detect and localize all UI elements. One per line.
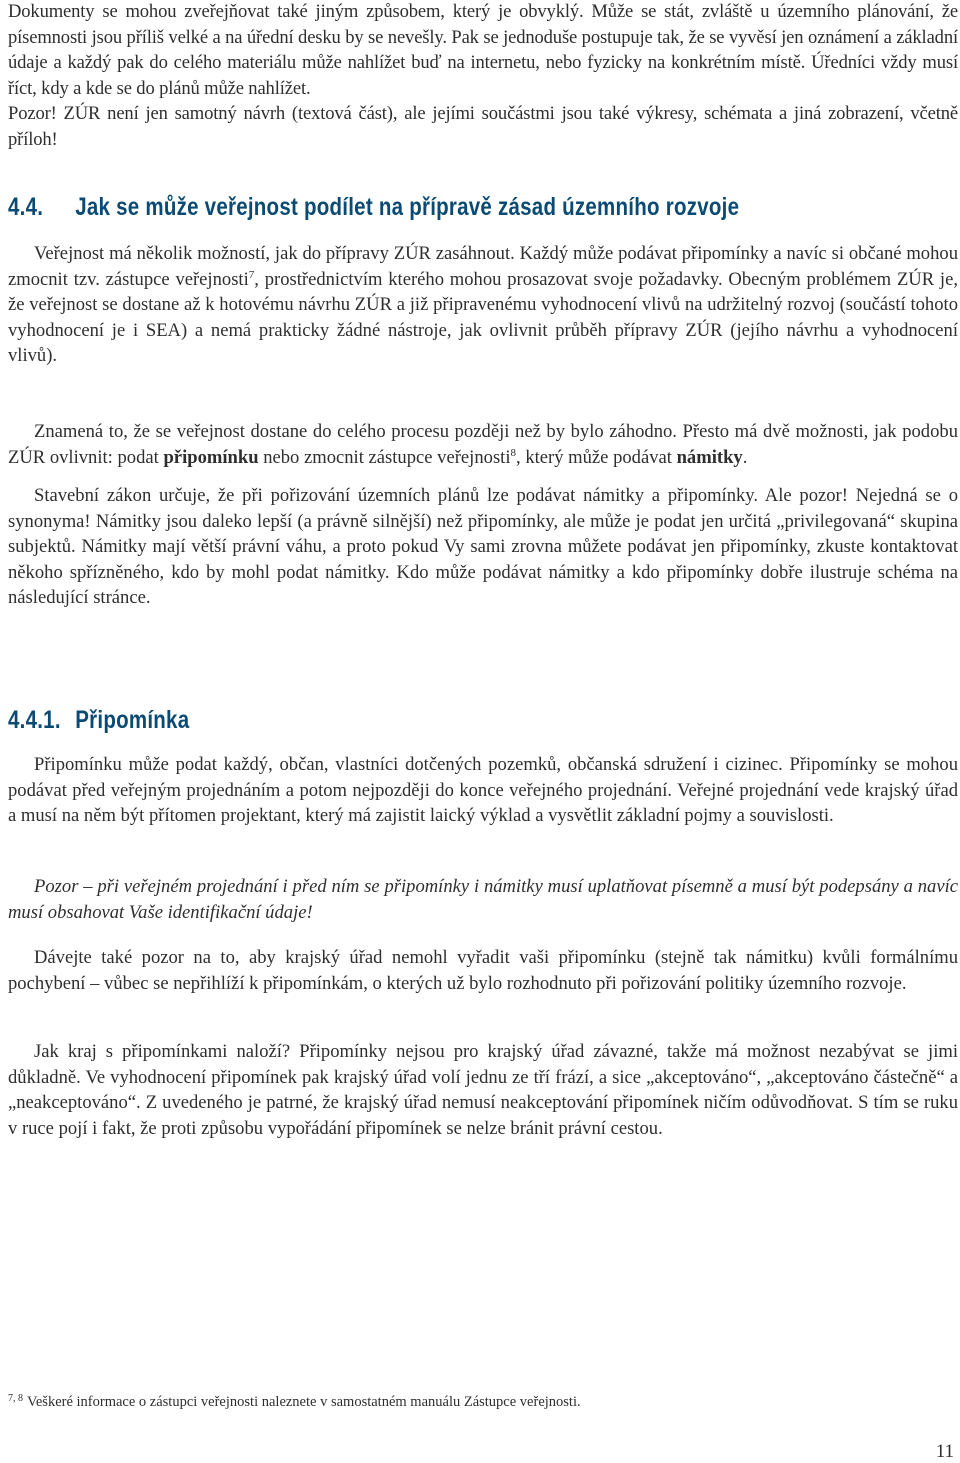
footnote-ref-8: 8 xyxy=(510,446,517,459)
text-run: Veřejnost má několik možností, jak do přípravy ZÚR zasáhnout. Každý může podávat připomínky a navíc si občané mohou zmocnit tzv. zástupce veřejnosti xyxy=(8,243,958,290)
subsection-title: Připomínka xyxy=(75,706,190,734)
warning-paragraph: Pozor – při veřejném projednání i před ním se připomínky i námitky musí uplatňovat písemně a musí být podepsány a navíc musí obsahovat Vaše identifikační údaje! xyxy=(8,876,958,923)
warning-text: Pozor! ZÚR není jen samotný návrh (textová část), ale jejími součástmi jsou také výkresy, schémata a jiná zobrazení, včetně příloh! xyxy=(8,103,958,150)
intro-paragraph xyxy=(8,0,958,153)
text-run: nebo zmocnit zástupce veřejnosti xyxy=(258,446,511,468)
section-number: 4.4. xyxy=(8,193,44,221)
text-run: . xyxy=(742,446,748,468)
footnote-marker: 7, 8 xyxy=(8,1393,23,1404)
text-run: , prostřednictvím kterého mohou prosazovat svoje požadavky. Obecným problémem ZÚR je, že veřejnost se dostane až k hotovému návrhu ZÚR a již připravenému vyhodnocení vlivů na udržitelný rozvoj (součástí tohoto vyhodnocení je i SEA) a nemá prakticky žádné nástroje, jak ovlivnit průběh přípravy ZÚR (jejího návrhu a vyhodnocení vlivů). xyxy=(8,268,958,367)
subsection-heading xyxy=(8,706,189,735)
footnote-text: Veškeré informace o zástupci veřejnosti naleznete v samostatném manuálu Zástupce veřejnosti. xyxy=(27,1394,581,1410)
section-paragraph-3: Stavební zákon určuje, že při pořizování územních plánů lze podávat námitky a připomínky. Ale pozor! Nejedná se o synonyma! Námitky jsou daleko lepší (a právně silnější) než připomínky, ale může je podat jen určitá „privilegovaná“ skupina subjektů. Námitky mají větší právní váhu, a proto pokud Vy sami zrovna můžete podávat jen připomínky, zkuste kontaktovat někoho spřízněného, kdo by mohl podat námitky. Kdo může podávat námitky a kdo připomínky dobře ilustruje schéma na následující stránce. xyxy=(8,485,958,609)
subsection-paragraph-1: Připomínku může podat každý, občan, vlastníci dotčených pozemků, občanská sdružení i cizinec. Připomínky se mohou podávat před veřejným projednáním a potom nejpozději do konce veřejného projednání. Veřejné projednání vede krajský úřad a musí na něm být přítomen projektant, který má zajistit laický výklad a vysvětlit základní pojmy a souvislosti. xyxy=(8,754,958,827)
section-heading xyxy=(8,193,739,222)
page-number: 11 xyxy=(935,1441,954,1462)
section-title: Jak se může veřejnost podílet na přípravě zásad územního rozvoje xyxy=(75,193,740,221)
text-run: Znamená to, že se veřejnost dostane do celého procesu později než by bylo záhodno. Přesto má dvě možnosti, jak podobu ZÚR ovlivnit: podat xyxy=(8,421,958,468)
text-run: , který může podávat xyxy=(516,446,677,468)
footnote-ref-7: 7 xyxy=(248,268,255,281)
bold-term-namitky: námitky xyxy=(676,446,743,468)
subsection-number: 4.4.1. xyxy=(8,706,61,734)
section-paragraph-1 xyxy=(8,241,958,369)
intro-text: Dokumenty se mohou zveřejňovat také jiným způsobem, který je obvyklý. Může se stát, zvláště u územního plánování, že písemnosti jsou příliš velké a na úřední desku by se nevešly. Pak se jednoduše postupuje tak, že se vyvěsí jen oznámení a základní údaje a každý pak do celého materiálu může nahlížet buď na internetu, nebo fyzicky na konkrétním místě. Úředníci vždy musí říct, kdy a kde se do plánů může nahlížet. xyxy=(8,1,958,99)
subsection-paragraph-3: Dávejte také pozor na to, aby krajský úřad nemohl vyřadit vaši připomínku (stejně tak námitku) kvůli formálnímu pochybení – vůbec se nepřihlíží k připomínkám, o kterých už bylo rozhodnuto při pořizování politiky územního rozvoje. xyxy=(8,947,958,994)
section-paragraph-2 xyxy=(8,419,958,470)
subsection-paragraph-4: Jak kraj s připomínkami naloží? Připomínky nejsou pro krajský úřad závazné, takže má možnost nezabývat se jimi důkladně. Ve vyhodnocení připomínek pak krajský úřad volí jednu ze tří frází, a sice „akceptováno“, „akceptováno částečně“ a „neakceptováno“. Z uvedeného je patrné, že krajský úřad nemusí neakceptování připomínek ničím odůvodňovat. S tím se ruku v ruce pojí i fakt, že proti způsobu vypořádání připomínek se nelze bránit právní cestou. xyxy=(8,1041,958,1139)
bold-term-pripominka: připomínku xyxy=(163,446,259,468)
footnote xyxy=(8,1392,948,1412)
